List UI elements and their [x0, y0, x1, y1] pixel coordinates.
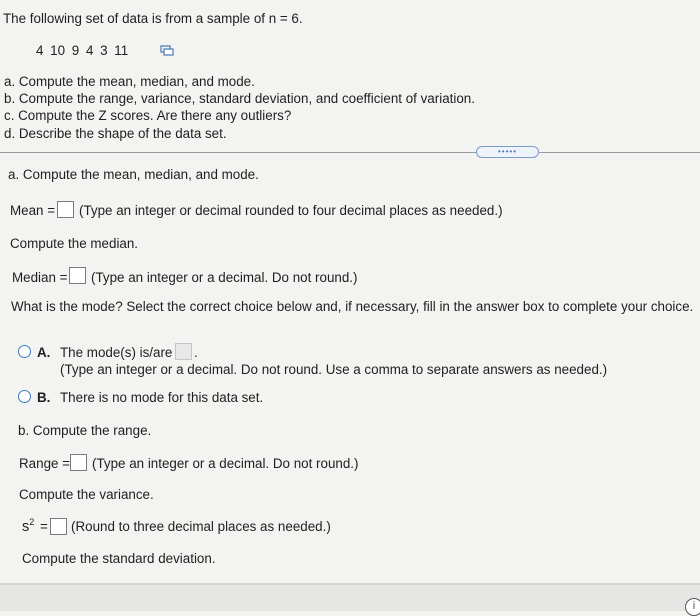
expand-more-button[interactable]: ••••• [476, 146, 539, 158]
choice-a-letter: A. [37, 345, 51, 360]
part-a-heading: a. Compute the mean, median, and mode. [8, 167, 259, 182]
task-c: c. Compute the Z scores. Are there any outliers? [4, 108, 292, 123]
choice-a-text: The mode(s) is/are [60, 345, 173, 360]
range-label: Range = [19, 456, 70, 471]
choice-a-radio[interactable] [18, 345, 31, 358]
stddev-prompt: Compute the standard deviation. [22, 551, 216, 566]
mean-label: Mean = [10, 203, 56, 218]
bottom-toolbar [0, 583, 700, 611]
mode-input[interactable] [175, 343, 192, 360]
task-a: a. Compute the mean, median, and mode. [4, 74, 255, 89]
copy-data-icon[interactable] [160, 44, 174, 62]
range-hint: (Type an integer or a decimal. Do not round.) [92, 456, 359, 471]
choice-b-radio[interactable] [18, 390, 31, 403]
choice-a-hint: (Type an integer or a decimal. Do not round. Use a comma to separate answers as needed.) [60, 362, 608, 377]
task-b: b. Compute the range, variance, standard deviation, and coefficient of variation. [4, 91, 475, 106]
mode-prompt: What is the mode? Select the correct choice below and, if necessary, fill in the answer box to complete your choice. [11, 299, 694, 314]
toolbar-divider [0, 583, 700, 585]
intro-text: The following set of data is from a sample of n = 6. [3, 11, 303, 26]
data-values: 4 10 9 4 3 11 [36, 43, 129, 58]
task-d: d. Describe the shape of the data set. [4, 126, 227, 141]
mean-input[interactable] [57, 201, 74, 218]
choice-a-period: . [194, 345, 198, 360]
section-divider [0, 152, 700, 153]
choice-b-text: There is no mode for this data set. [60, 390, 264, 405]
median-input[interactable] [69, 267, 86, 284]
variance-prompt: Compute the variance. [19, 487, 154, 502]
variance-hint: (Round to three decimal places as needed.) [71, 519, 331, 534]
part-b-heading: b. Compute the range. [18, 423, 152, 438]
median-hint: (Type an integer or a decimal. Do not round.) [91, 270, 358, 285]
range-input[interactable] [70, 454, 87, 471]
variance-input[interactable] [50, 518, 67, 535]
mean-hint: (Type an integer or decimal rounded to four decimal places as needed.) [79, 203, 503, 218]
median-prompt: Compute the median. [10, 236, 139, 251]
info-icon[interactable]: i [685, 598, 700, 616]
variance-equals: = [40, 519, 48, 534]
choice-b-letter: B. [37, 390, 51, 405]
median-label: Median = [12, 270, 68, 285]
variance-symbol: $s^2$ [22, 517, 35, 535]
